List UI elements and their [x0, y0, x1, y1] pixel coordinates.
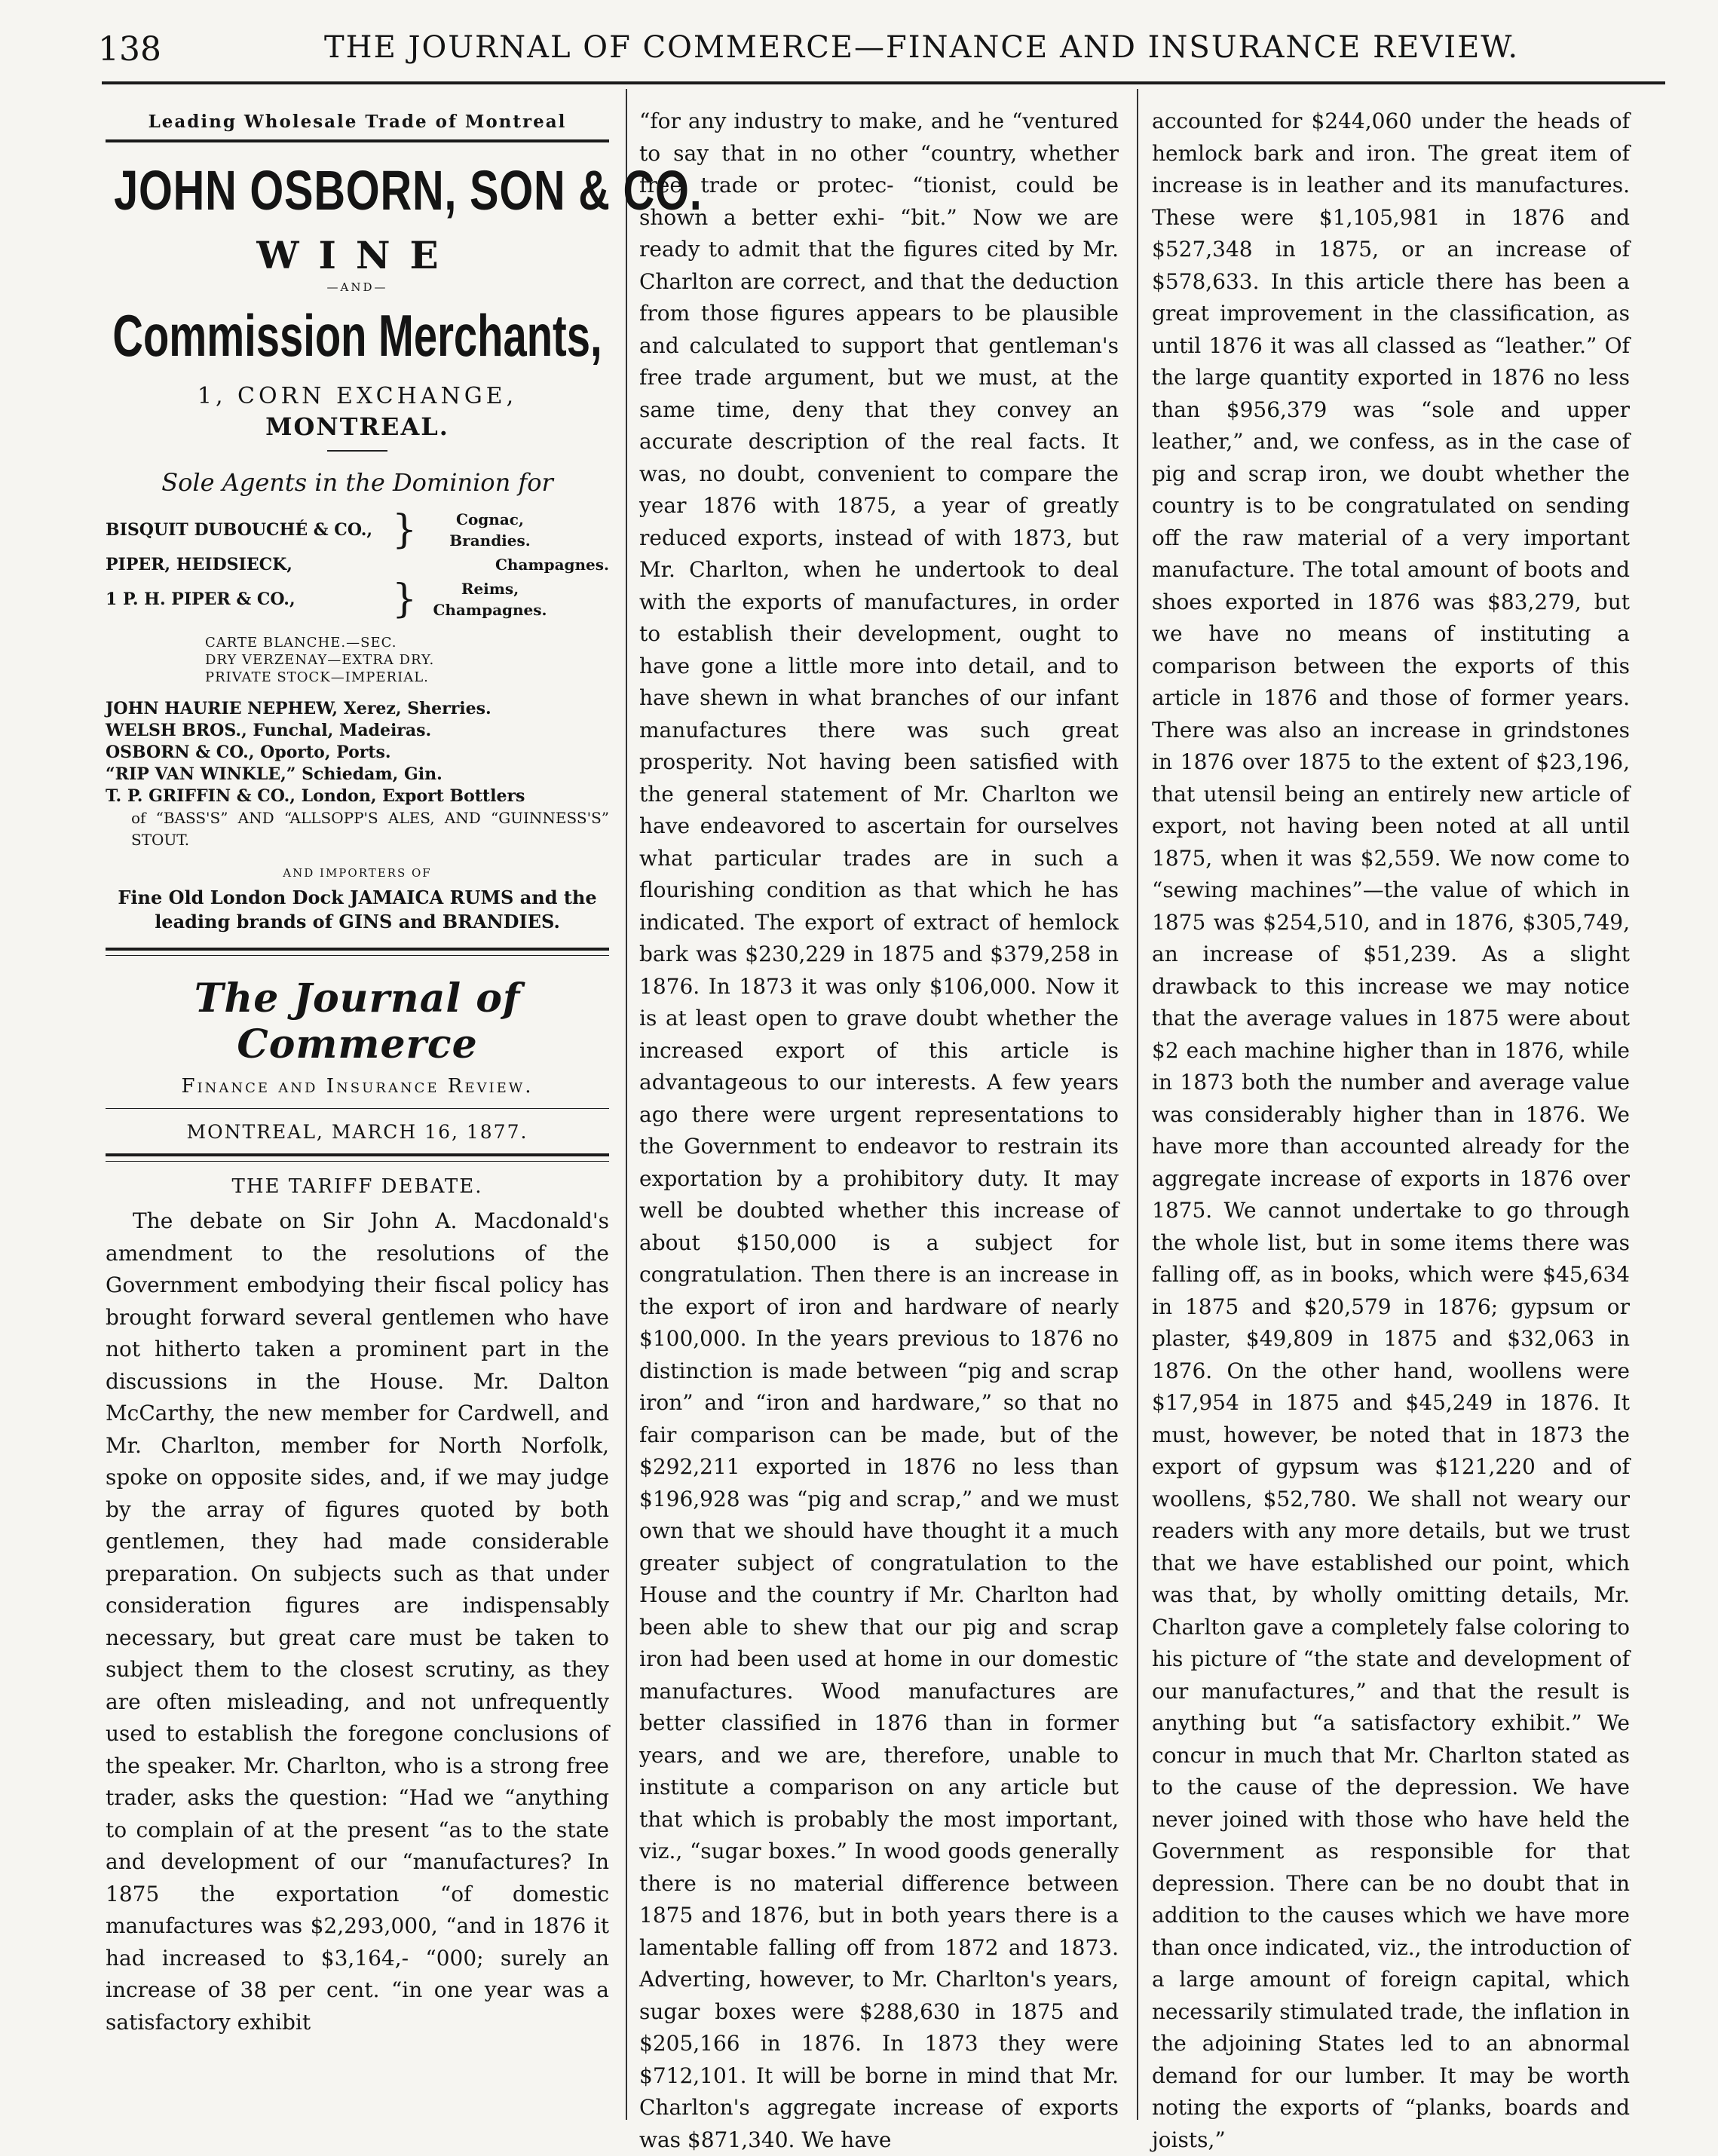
- masthead-title: The Journal of Commerce: [194, 975, 521, 1067]
- dateline: MONTREAL, MARCH 16, 1877.: [186, 1121, 528, 1143]
- agency-list: [106, 698, 609, 851]
- masthead-subtitle: Finance and Insurance Review.: [181, 1075, 534, 1098]
- ad-eyebrow: Leading Wholesale Trade of Montreal: [148, 112, 567, 132]
- article-body-col3: accounted for $244,060 under the heads of hemlock bark and iron. The great item of increase is in leather and its manufactures. These were $1,105,981 in 1876 and $527,348 in 1875, or an increase of $578,633. In this article there has been a great improvement in the classification, as until 1876 it was all classed as “leather.” Of the large quantity exported in 1876 no less than $956,379 was “sole and upper leather,” and, we confess, as in the case of pig and scrap iron, we doubt whether the country is to be congratulated on sending off the raw material of a very important manufacture. The total amount of boots and shoes exported in 1876 was $83,279, but we have no means of instituting a comparison between the exports of this article in 1876 and those of former years. There was also an increase in grindstones in 1876 over 1875 to the extent of $23,196, that utensil being an entirely new article of export, not having been noted at all until 1875, when it was $2,559. We now come to “sewing machines”—the value of which in 1875 was $254,510, and in 1876, $305,749, an increase of $51,239. As a slight drawback to this increase we may notice that the average values in 1875 were about $2 each machine higher than in 1876, while in 1873 both the number and average value was considerably higher than in 1876. We have more than accounted already for the aggregate increase of exports in 1876 over 1875. We cannot undertake to go through the whole list, but in some items there was falling off, as in books, which were $45,634 in 1875 and $20,579 in 1876; gypsum or plaster, $49,809 in 1875 and $32,063 in 1876. On the other hand, woollens were $17,954 in 1875 and $45,249 in 1876. It must, however, be noted that in 1873 the export of gypsum was $121,220 and of woollens, $52,780. We shall not weary our readers with any more details, but we trust that we have established our point, which was that, by wholly omitting details, Mr. Charlton gave a completely false coloring to his picture of “the state and development of our manufactures,” and that the result is anything but “a satisfactory exhibit.” We concur in much that Mr. Charlton stated as to the cause of the depression. We have never joined with those who have held the Government as responsible for that depression. There can be no doubt that in addition to the causes which we have more than once indicated, viz., the introduction of a large amount of foreign capital, which necessarily stimulated trade, the inflation in the adjoining States led to an abnormal demand for our lumber. It may be worth noting the exports of “planks, boards and joists,”: [1152, 109, 1630, 2152]
- agency-firm: T. P. GRIFFIN & CO.,: [106, 786, 296, 806]
- agency-line: [106, 764, 609, 786]
- article-body-col1: The debate on Sir John A. Macdonald's amendment to the resolutions of the Government embodying their fiscal policy has brought forward several gentlemen who have not hitherto taken a prominent part in the discussions in the House. Mr. Dalton McCarthy, the new member for Cardwell, and Mr. Charlton, member for North Norfolk, spoke on opposite sides, and, if we may judge by the array of figures quoted by both gentlemen, they had made considerable preparation. On subjects such as that under consideration figures are indispensably necessary, but great care must be taken to subject them to the closest scrutiny, as they are often misleading, and not unfrequently used to establish the foregone conclusions of the speaker. Mr. Charlton, who is a strong free trader, asks the question: “Had we “anything to complain of at the present “as to the state and development of our “manufactures? In 1875 the exportation “of domestic manufactures was $2,293,000, “and in 1876 it had increased to $3,164,- “000; surely an increase of 38 per cent. “in one year was a satisfactory exhibit: [106, 1208, 609, 2035]
- running-head: [98, 21, 1673, 81]
- agency-firm: “RIP VAN WINKLE,”: [106, 764, 296, 784]
- ad-firm-name: JOHN OSBORN, SON & CO.: [114, 159, 703, 222]
- agent-product: Reims, Champagnes.: [433, 580, 547, 619]
- article-rule: [106, 1161, 609, 1162]
- ad-address: 1, CORN EXCHANGE,: [197, 383, 518, 409]
- article-body-col2: “for any industry to make, and he “ventured to say that in no other “country, whether free trade or protec- “tionist, could be shown a better exhi- “bit.” Now we are ready to admit that the figures cited by Mr. Charlton are correct, and that the deduction from those figures appears to be plausible and calculated to support that gentleman's free trade argument, but we must, at the same time, deny that they convey an accurate description of the real facts. It was, no doubt, convenient to compare the year 1876 with 1875, a year of greatly reduced exports, instead of with 1873, but Mr. Charlton, when he undertook to deal with the exports of manufactures, in order to establish their development, ought to have gone a little more into detail, and to have shewn in what branches of our infant manufactures there was such great prosperity. Not having been satisfied with the general statement of Mr. Charlton we have endeavored to ascertain for ourselves what particular trades are in such a flourishing condition as that which he has indicated. The export of extract of hemlock bark was $230,229 in 1875 and $379,258 in 1876. In 1873 it was only $106,000. Now it is at least open to grave doubt whether the increased export of this article is advantageous to our interests. A few years ago there were urgent representations to the Government to endeavor to restrain its exportation by a prohibitory duty. It may well be doubted whether this increase of about $150,000 is a subject for congratulation. Then there is an increase in the export of iron and hardware of nearly $100,000. In the years previous to 1876 no distinction is made between “pig and scrap iron” and “iron and hardware,” so that no fair comparison can be made, but of the $292,211 exported in 1876 no less than $196,928 was “pig and scrap,” and we must own that we should have thought it a much greater subject of congratulation to the House and the country if Mr. Charlton had been able to shew that our pig and scrap iron had been used at home in our domestic manufactures. Wood manufactures are better classified in 1876 than in former years, and we are, therefore, unable to institute a comparison on any article but that which is probably the most important, viz., “sugar boxes.” In wood goods generally there is no material difference between 1875 and 1876, but in both years there is a lamentable falling off from 1872 and 1873. Adverting, however, to Mr. Charlton's years, sugar boxes were $288,630 in 1875 and $205,166 in 1876. In 1873 they were $712,101. It will be borne in mind that Mr. Charlton's aggregate increase of exports was $871,340. We have: [639, 109, 1119, 2152]
- agency-product: Schiedam, Gin.: [302, 764, 443, 784]
- column-divider: [626, 89, 627, 2120]
- ad-wine-heading: WINE: [256, 233, 458, 277]
- column-divider: [1137, 89, 1138, 2120]
- agent-row: [106, 578, 609, 620]
- agency-product: Xerez, Sherries.: [343, 699, 492, 718]
- ad-city: MONTREAL.: [265, 412, 449, 441]
- ad-sole-agents: Sole Agents in the Dominion for: [161, 468, 553, 497]
- mark-line: DRY VERZENAY—EXTRA DRY.: [205, 652, 435, 668]
- agency-line: [106, 786, 609, 807]
- ad-and: —AND—: [326, 280, 388, 294]
- agent-house: 1 P. H. PIPER & CO.,: [106, 590, 296, 609]
- column-one: [106, 106, 703, 2038]
- agent-product: Cognac, Brandies.: [449, 510, 531, 550]
- agent-house: PIPER, HEIDSIECK,: [106, 555, 292, 574]
- brace-glyph: }: [392, 507, 418, 553]
- ad-short-rule: [327, 450, 387, 452]
- agent-row: [106, 509, 609, 551]
- agency-note: of “BASS'S” AND “ALLSOPP'S ALES, AND “GUINNESS'S” STOUT.: [131, 809, 609, 849]
- ad-importers: AND IMPORTERS OF: [283, 866, 432, 880]
- masthead-rule: [106, 948, 609, 951]
- ad-commission-merchants: Commission Merchants,: [112, 302, 602, 369]
- agency-firm: OSBORN & CO.,: [106, 743, 255, 762]
- agency-product: Funchal, Madeiras.: [253, 721, 432, 740]
- agent-house: BISQUIT DUBOUCHÉ & CO.,: [106, 520, 373, 540]
- ad-rule: [106, 139, 609, 142]
- agency-firm: WELSH BROS.,: [106, 721, 247, 740]
- agency-product: Oporto, Ports.: [260, 743, 391, 762]
- masthead-rule: [106, 955, 609, 956]
- agency-line: [106, 742, 609, 764]
- agent-row: [106, 554, 609, 575]
- agency-product: London, Export Bottlers: [301, 786, 525, 806]
- ad-rums-line: Fine Old London Dock JAMAICA RUMS and the leading brands of GINS and BRANDIES.: [118, 887, 597, 933]
- column-two: [639, 106, 1119, 2156]
- agent-product: Champagnes.: [495, 556, 609, 574]
- agency-line: [106, 720, 609, 742]
- champagne-marks: [205, 634, 609, 686]
- brace-glyph: }: [392, 577, 418, 622]
- mark-line: PRIVATE STOCK—IMPERIAL.: [205, 669, 429, 685]
- mark-line: CARTE BLANCHE.—SEC.: [205, 635, 397, 651]
- dateline-rule: [106, 1108, 609, 1109]
- advertisement: [106, 112, 703, 934]
- journal-running-title: THE JOURNAL OF COMMERCE—FINANCE AND INSURANCE REVIEW.: [324, 30, 1520, 65]
- agency-firm: JOHN HAURIE NEPHEW,: [106, 699, 338, 718]
- article-rule: [106, 1153, 609, 1156]
- header-rule: [102, 81, 1665, 84]
- column-three: [1152, 106, 1630, 2156]
- agency-line: [106, 698, 609, 720]
- page-number: 138: [98, 30, 161, 69]
- article-title: THE TARIFF DEBATE.: [231, 1175, 483, 1198]
